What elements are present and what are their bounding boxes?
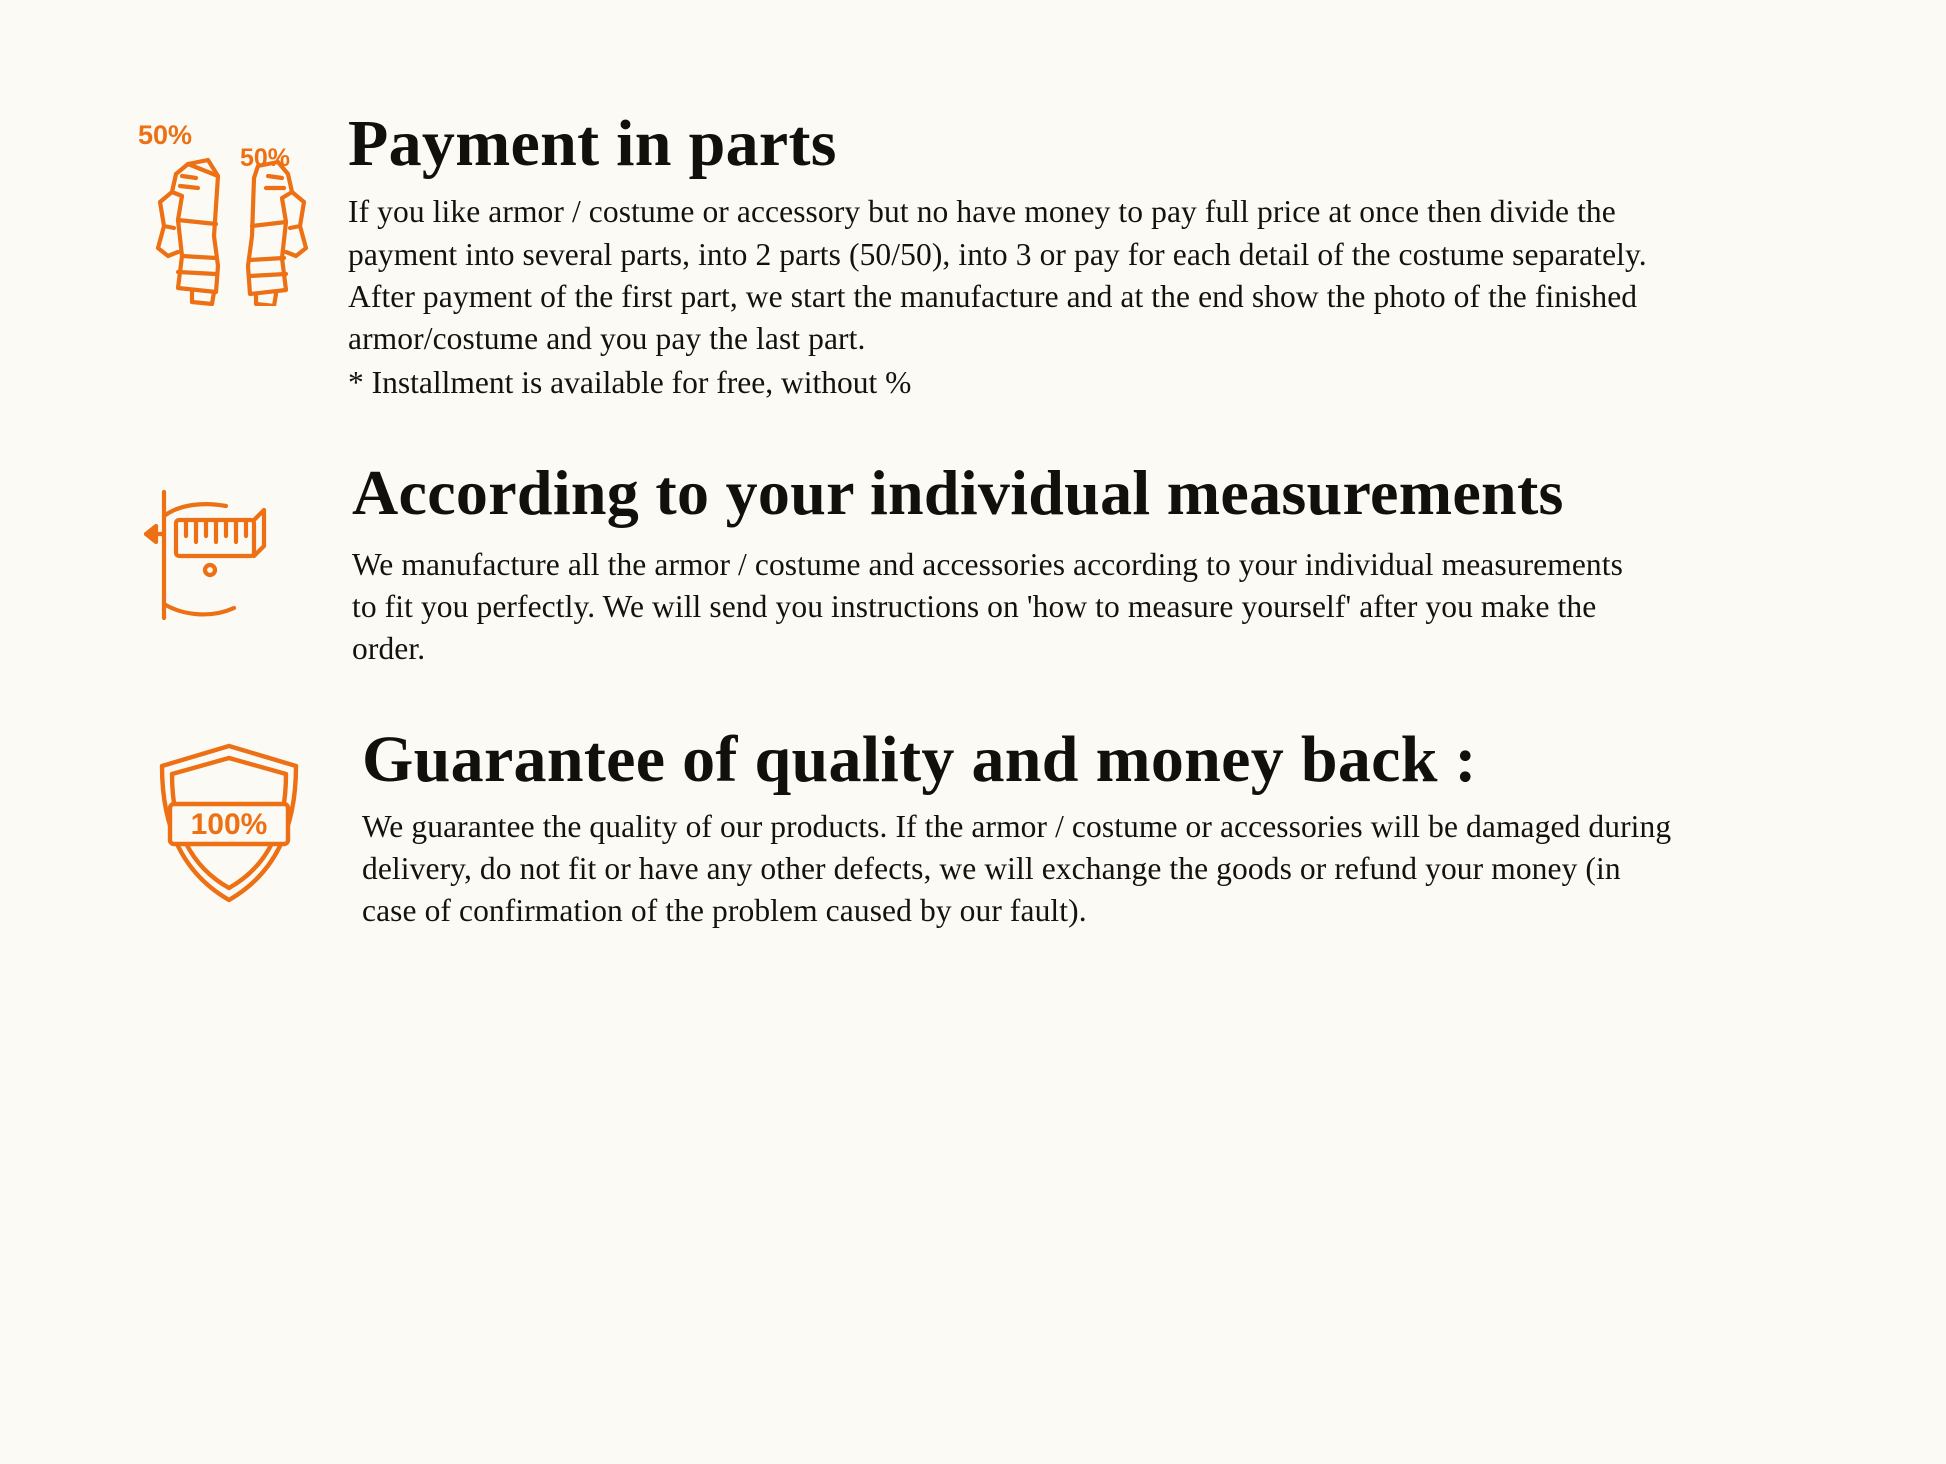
icon-label-badge: 100% [190, 808, 268, 842]
section-text [340, 107, 1826, 404]
section-note: * Installment is available for free, without % [348, 365, 912, 401]
section-individual-measurements [130, 457, 1826, 670]
section-heading: According to your individual measurements [352, 457, 1564, 529]
section-heading: Payment in parts [348, 107, 837, 180]
body-measuring-tape-icon [130, 460, 344, 636]
section-body: We manufacture all the armor / costume and accessories according to your individual measurements to fit you perfectly. We will send you instructions on 'how to measure yourself' after you make the order. [352, 546, 1623, 666]
shield-100-percent-icon [130, 726, 354, 908]
section-body: If you like armor / costume or accessory but no have money to pay full price at once then divide the payment into several parts, into 2 parts (50/50), into 3 or pay for each detail of the costume separately. After payment of the first part, we start the manufacture and at the end show the photo of the finished armor/costume and you pay the last part. [348, 194, 1647, 356]
split-armor-50-50-icon [130, 110, 340, 306]
section-text [344, 457, 1826, 670]
section-text [354, 723, 1826, 932]
icon-label-right: 50% [240, 144, 291, 172]
section-heading: Guarantee of quality and money back : [362, 723, 1477, 797]
section-guarantee [130, 723, 1826, 932]
icon-label-left: 50% [138, 120, 193, 150]
section-payment-in-parts [130, 107, 1826, 404]
section-body: We guarantee the quality of our products. If the armor / costume or accessories will be damaged during delivery, do not fit or have any other defects, we will exchange the goods or refund your money (in case of confirmation of the problem caused by our fault). [362, 808, 1672, 928]
